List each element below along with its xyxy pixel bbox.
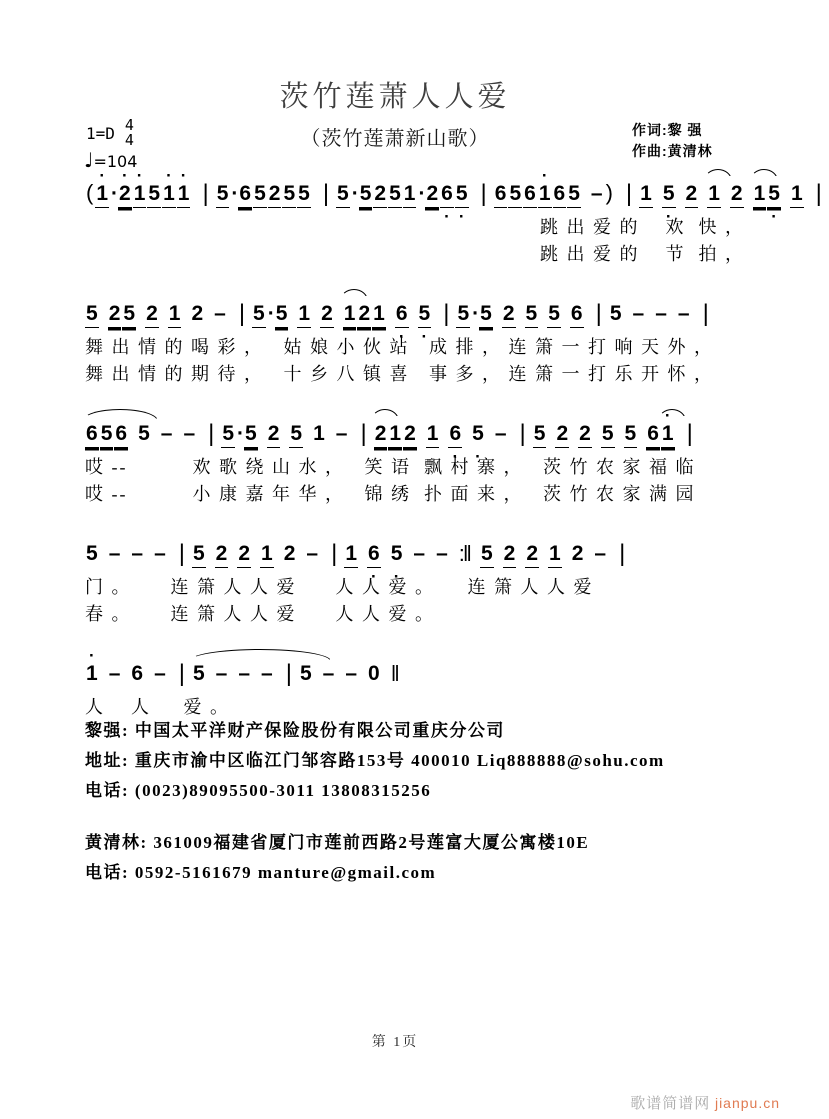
barline: |	[331, 540, 338, 567]
note: 6	[238, 183, 252, 208]
note: · 2	[118, 183, 132, 208]
note: 5	[253, 183, 267, 208]
barline: |	[178, 660, 185, 687]
music-line	[85, 288, 750, 388]
note: 5	[289, 423, 303, 448]
note: 5	[479, 303, 493, 328]
note: 2	[237, 543, 251, 568]
watermark-text: 歌谱简谱网	[630, 1096, 711, 1112]
note: · 1	[95, 183, 109, 208]
note: 2	[403, 423, 417, 448]
note: 5	[147, 183, 161, 208]
note: 5	[547, 303, 561, 328]
note: 5	[100, 423, 114, 448]
music-line	[85, 528, 750, 628]
lyric-line: 舞 出 情 的 期 待 ， 十 乡 八 镇 喜 事 多 ， 连 箫 一 打 乐 开 怀 ，	[85, 364, 714, 384]
page-number: 第 1页	[371, 1035, 419, 1050]
barline: |	[595, 300, 602, 327]
note: 6	[523, 183, 537, 208]
note: 1	[372, 303, 386, 328]
note: 5	[221, 423, 235, 448]
parenthesis: (	[86, 180, 94, 205]
note: 2	[145, 303, 159, 328]
slur-tie-arc	[189, 649, 331, 661]
duration-dash: –	[214, 302, 226, 325]
parenthesis: )	[605, 180, 613, 205]
note: 5 ·	[767, 183, 781, 208]
barline: |	[443, 300, 450, 327]
lyric-line: 春 。 连 箫 人 人 爱 人 人 爱 。	[85, 604, 435, 624]
note: 1	[168, 303, 182, 328]
note: · 1	[162, 183, 176, 208]
note: 5	[244, 423, 258, 448]
duration-dot: ·	[351, 182, 359, 205]
note: 5	[456, 303, 470, 328]
barline: |	[519, 420, 526, 447]
note: 1	[548, 543, 562, 568]
duration-dash: –	[322, 662, 335, 685]
slur-tie-arc	[371, 409, 399, 421]
note: 2	[685, 183, 699, 208]
duration-dash: –	[436, 542, 448, 565]
barline: |	[480, 180, 487, 207]
lyricist-credit: 作词:黎 强	[632, 122, 703, 138]
duration-dash: –	[154, 542, 166, 565]
lyric-line: 跳 出 爱 的 节 拍 ，	[540, 244, 745, 264]
note: 6	[114, 423, 128, 448]
note: 5	[282, 183, 296, 208]
note: · 1	[538, 183, 552, 208]
note: 1	[790, 183, 804, 208]
note: 6 ·	[448, 423, 462, 448]
note: 5	[297, 183, 311, 208]
note: · 1	[177, 183, 191, 208]
note: 5	[216, 183, 230, 208]
note: 5	[122, 303, 136, 328]
slur-tie-arc	[82, 409, 158, 421]
note: 6	[570, 303, 584, 328]
notation-row	[85, 408, 750, 454]
duration-dash: –	[238, 662, 251, 685]
note: 5 ·	[471, 423, 485, 447]
note: 5	[567, 183, 581, 208]
note: 6	[494, 183, 508, 208]
slur-tie-arc	[340, 289, 368, 301]
note: 2	[108, 303, 122, 328]
note: 2	[357, 303, 371, 328]
barline: |	[208, 420, 215, 447]
note: 2	[503, 543, 517, 568]
note: 1	[297, 303, 311, 328]
note: 5 ·	[418, 303, 432, 328]
duration-dash: –	[594, 542, 607, 565]
duration-dash: –	[261, 662, 273, 685]
note: 5	[388, 183, 402, 208]
barline: |	[625, 180, 633, 207]
note: 5	[252, 303, 266, 328]
lyric-line: 人 人 爱 。	[85, 697, 230, 717]
note: 2	[268, 183, 282, 208]
contact-line: 地址: 重庆市渝中区临江门邹容路153号 400010 Liq888888@sohu.com	[85, 751, 665, 770]
duration-dash: –	[655, 302, 667, 325]
duration-dash: –	[413, 542, 426, 565]
duration-dash: –	[183, 422, 196, 445]
note: 2	[267, 423, 281, 448]
barline: |	[322, 180, 330, 207]
duration-dash: –	[131, 542, 144, 565]
duration-dash: –	[306, 542, 319, 565]
note: 5	[192, 663, 206, 687]
contact-line: 电话: 0592-5161679 manture@gmail.com	[85, 863, 437, 882]
duration-dash: –	[108, 662, 121, 685]
note: 6	[85, 423, 99, 448]
note: 5	[609, 302, 622, 325]
music-line	[85, 408, 750, 508]
note: 2	[571, 542, 584, 565]
note: 5	[533, 423, 547, 448]
note: 5	[359, 183, 373, 208]
note: 2	[555, 423, 569, 448]
note: 1	[260, 543, 274, 568]
note: 5	[480, 543, 494, 568]
duration-dash: –	[335, 422, 348, 445]
note: 1	[426, 423, 440, 448]
lyric-line: 门 。 连 箫 人 人 爱 人 人 爱 。 连 箫 人 人 爱	[85, 577, 594, 597]
note: 2	[191, 302, 204, 325]
contact-line: 黎强: 中国太平洋财产保险股份有限公司重庆分公司	[85, 721, 505, 740]
note: 5	[192, 543, 206, 568]
barline: |	[815, 180, 822, 207]
contact-block	[85, 716, 665, 806]
note: 5	[138, 422, 150, 445]
barline: |	[619, 540, 626, 567]
note: 1	[343, 303, 357, 328]
note: 6	[553, 183, 567, 208]
duration-dash: –	[154, 662, 166, 685]
note: 2	[525, 543, 539, 568]
barline: |	[202, 180, 209, 207]
note: 5	[299, 662, 312, 685]
note: 2	[730, 183, 744, 208]
duration-dot: ·	[237, 422, 245, 445]
duration-dot: ·	[472, 302, 480, 325]
composer-credit: 作曲:黄清林	[632, 143, 713, 159]
note: 5	[601, 423, 615, 448]
note: 2	[502, 303, 516, 328]
note: 2	[425, 183, 439, 208]
notation-row	[85, 288, 750, 334]
note: · 1	[661, 423, 675, 448]
note: 1	[753, 183, 767, 208]
note: 6	[131, 662, 144, 685]
duration-dash: –	[494, 422, 507, 445]
note: 2	[283, 542, 296, 565]
watermark	[630, 1092, 780, 1113]
lyric-line: 舞 出 情 的 喝 彩 ， 姑 娘 小 伙 站 成 排 ， 连 箫 一 打 响 天 外 ，	[85, 337, 714, 357]
note: · 1	[133, 183, 147, 208]
music-line	[85, 648, 750, 721]
final-barline: ‖	[390, 661, 398, 686]
duration-dot: ·	[267, 302, 275, 325]
duration-dash: –	[677, 302, 690, 325]
note: 1	[313, 422, 325, 445]
key-label: 1=D	[86, 123, 115, 143]
duration-dash: –	[345, 662, 358, 685]
duration-dash: –	[160, 422, 173, 445]
note: 2	[373, 183, 387, 208]
lyric-line: 哎 -- 欢 歌 绕 山 水 ， 笑 语 飘 村 寨 ， 茨 竹 农 家 福 临	[85, 457, 696, 477]
note: 1	[639, 183, 653, 208]
music-line	[85, 168, 822, 268]
barline: |	[702, 300, 709, 327]
note: 1	[344, 543, 358, 568]
slur-tie-arc	[658, 409, 686, 421]
duration-dash: –	[215, 662, 228, 685]
note: · 1	[85, 663, 99, 687]
lyric-line: 跳 出 爱 的 欢 快 ，	[540, 217, 745, 237]
note: 5	[508, 183, 522, 208]
note: 2	[320, 303, 334, 328]
song-title: 茨竹莲萧人人爱	[279, 81, 511, 113]
note: 5	[525, 303, 539, 328]
note: 0	[368, 662, 380, 685]
note: 2	[215, 543, 229, 568]
note: 5	[275, 303, 289, 328]
barline: |	[686, 420, 693, 447]
time-signature-bottom: 4	[124, 131, 134, 149]
note: 2	[374, 423, 388, 448]
contact-block	[85, 828, 665, 888]
note: 5	[86, 542, 98, 565]
duration-dash: –	[108, 542, 121, 565]
note: 5 ·	[455, 183, 469, 208]
repeat-barline: :‖	[458, 541, 470, 566]
watermark-site-link: jianpu.cn	[714, 1095, 780, 1111]
contact-info	[85, 716, 665, 910]
note: 6 ·	[395, 303, 409, 328]
tempo-value: =104	[93, 152, 138, 171]
notation-row	[85, 648, 750, 694]
score	[85, 168, 822, 741]
note: 2	[578, 423, 592, 448]
barline: |	[178, 540, 185, 567]
note: 5	[336, 183, 350, 208]
time-signature-top: 4	[124, 116, 134, 134]
duration-dash: –	[632, 302, 645, 325]
note: 5	[85, 303, 99, 328]
song-subtitle: （茨竹莲萧新山歌）	[300, 128, 490, 150]
note: 1	[388, 423, 402, 448]
quarter-note-icon: ♩	[84, 148, 94, 172]
slur-tie-arc	[704, 169, 732, 181]
note: 6	[646, 423, 660, 448]
duration-dot: ·	[418, 182, 426, 205]
credits	[632, 120, 713, 162]
note: 5	[624, 423, 638, 448]
notation-row	[85, 528, 750, 574]
note: 1	[707, 183, 721, 208]
duration-dash: –	[590, 182, 603, 205]
contact-line: 电话: (0023)89095500-3011 13808315256	[85, 781, 432, 800]
duration-dot: ·	[111, 182, 119, 205]
note: 5 ·	[390, 543, 404, 567]
note: 5 ·	[662, 183, 676, 208]
note: 6 ·	[440, 183, 454, 208]
note: 1	[403, 183, 417, 208]
slur-tie-arc	[750, 169, 778, 181]
duration-dot: ·	[231, 182, 239, 205]
lyric-line: 哎 -- 小 康 嘉 年 华 ， 锦 绣 扑 面 来 ， 茨 竹 农 家 满 园	[85, 484, 696, 504]
notation-row	[85, 168, 822, 214]
contact-line: 黄清林: 361009福建省厦门市莲前西路2号莲富大厦公寓楼10E	[85, 833, 590, 852]
barline: |	[285, 660, 292, 687]
barline: |	[360, 420, 367, 447]
note: 6 ·	[367, 543, 381, 568]
barline: |	[238, 300, 246, 327]
